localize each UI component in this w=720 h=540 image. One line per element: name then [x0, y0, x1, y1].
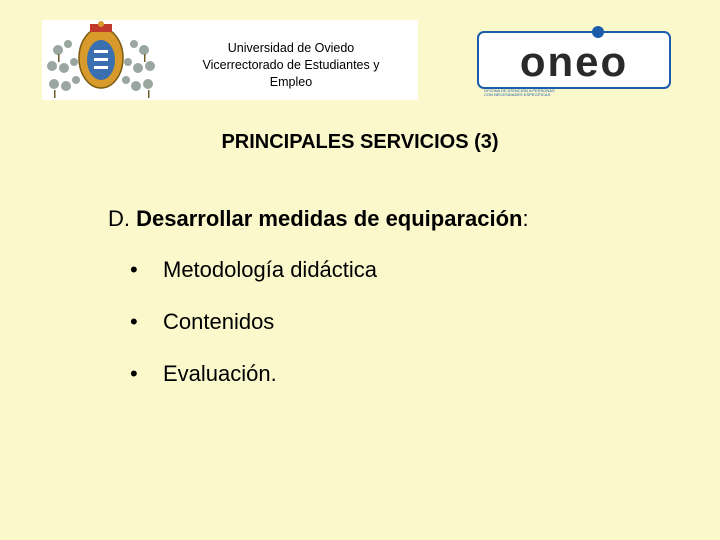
- oneo-tagline-1: OFICINA DE ATENCIÓN A PERSONAS: [484, 88, 555, 93]
- university-crest-icon: [42, 20, 160, 100]
- university-header: [42, 20, 418, 100]
- section-heading: [108, 206, 529, 232]
- bullet-symbol: •: [130, 361, 138, 386]
- slide-title: PRINCIPALES SERVICIOS (3): [221, 131, 499, 153]
- section-letter: D.: [108, 206, 130, 231]
- list-item: [130, 306, 377, 358]
- bullet-list: [130, 254, 377, 410]
- bullet-symbol: •: [130, 257, 138, 282]
- list-item: [130, 254, 377, 306]
- header-line-1: Universidad de Oviedo: [227, 41, 355, 55]
- bullet-text: Metodología didáctica: [163, 257, 378, 282]
- section-colon: :: [522, 206, 529, 231]
- bullet-text: Contenidos: [163, 309, 275, 334]
- bullet-text: Evaluación.: [163, 361, 277, 386]
- section-heading-text: Desarrollar medidas de equiparación: [136, 206, 523, 231]
- header-line-2: Vicerrectorado de Estudiantes y: [202, 58, 380, 72]
- bullet-symbol: •: [130, 309, 138, 334]
- list-item: [130, 358, 377, 410]
- header-line-3: Empleo: [269, 75, 313, 89]
- oneo-tagline-2: CON NECESIDADES ESPECÍFICAS: [484, 92, 551, 97]
- university-header-text: [164, 40, 418, 91]
- oneo-logo: [476, 24, 672, 98]
- oneo-logo-graphic: [476, 24, 672, 98]
- oneo-brand-text: oneo: [519, 38, 629, 85]
